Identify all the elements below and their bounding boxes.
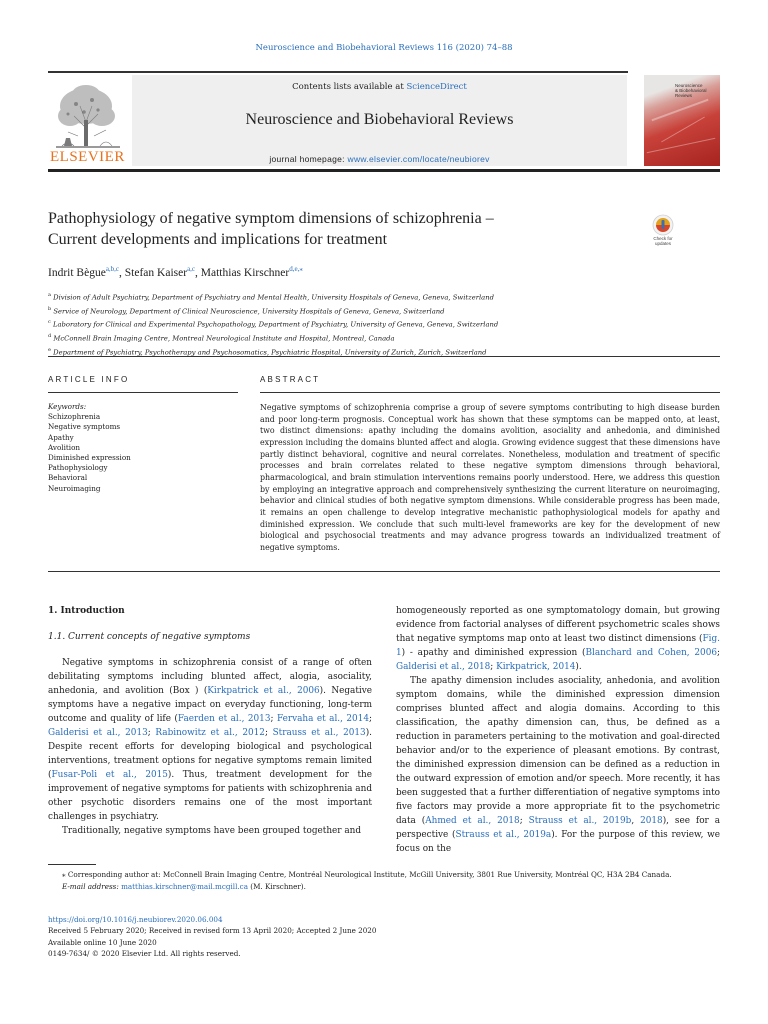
body-text: ; <box>264 728 273 738</box>
footnotes <box>48 869 720 893</box>
article-history <box>48 914 548 960</box>
section-heading: 1. Introduction <box>48 606 125 616</box>
abstract-rule <box>260 392 720 393</box>
keyword: Apathy <box>48 432 74 442</box>
cover-title-line: Neuroscience <box>675 83 703 88</box>
body-text: homogeneously reported as one symptomatology domain, but growing evidence from factorial analyses of different psychometric scales shows that negative symptoms map onto at least two distinct dimensions ( <box>396 606 720 644</box>
citation-link[interactable]: Fig. 1 <box>396 634 720 658</box>
body-text: ; <box>716 648 720 658</box>
check-for-updates-badge[interactable] <box>646 214 680 250</box>
email-link[interactable]: matthias.kirschner@mail.mcgill.ca <box>121 882 248 891</box>
body-text: ). Thus, treatment development for the improvement of negative symptoms for patients with schizophrenia and other psychotic disorders remains one of the most important challenges in psychiatry. <box>48 770 373 822</box>
body-text: ), see for a perspective ( <box>396 816 721 840</box>
citation-link[interactable]: Strauss et al., 2019a <box>455 830 552 840</box>
paper-title-line-2: Current developments and implications for treatment <box>48 231 388 248</box>
contents-line <box>132 82 627 92</box>
citation-link[interactable]: Galderisi et al., 2018 <box>396 662 491 672</box>
homepage-prefix: journal homepage: <box>269 154 348 164</box>
paper-title <box>48 208 608 250</box>
body-paragraph <box>396 674 720 856</box>
spacer <box>48 644 372 656</box>
keyword: Avolition <box>48 442 81 452</box>
cover-title-line: Reviews <box>675 93 693 98</box>
citation-link[interactable]: Fervaha et al., 2014 <box>276 714 369 724</box>
body-text: ; <box>490 662 497 672</box>
body-text: ; <box>147 728 156 738</box>
contents-prefix: Contents lists available at <box>292 82 407 92</box>
email-label: E-mail address: <box>62 882 122 891</box>
citation-link[interactable]: Kirkpatrick, 2014 <box>496 662 576 672</box>
body-text: ). For the purpose of this review, we focus on the <box>396 830 721 854</box>
journal-reference[interactable]: Neuroscience and Biobehavioral Reviews 116 (2020) 74–88 <box>255 43 513 53</box>
section-divider <box>48 571 720 572</box>
affiliation-key: c <box>48 319 51 326</box>
email-note <box>48 881 720 893</box>
citation-link[interactable]: Rabinowitz et al., 2012 <box>155 728 265 738</box>
affiliation-text: Service of Neurology, Department of Clinical Neuroscience, University Hospitals of Geneva, Geneva, Switzerland <box>53 306 445 315</box>
paper-title-line-1: Pathophysiology of negative symptom dimensions of schizophrenia – <box>48 210 494 227</box>
subsection-heading: 1.1. Current concepts of negative symptoms <box>48 632 251 642</box>
body-column-right <box>396 604 720 856</box>
affiliation-key: e <box>48 346 51 353</box>
affiliation-key: a <box>48 292 51 298</box>
body-text: The apathy dimension includes asociality, anhedonia, and avolition symptom domains, while the diminished expression dimension comprises blunted affect and alogia domains. According to this classification, the apathy dimension can, thus, be defined as a reduction in parameters pertaining to the motivation and goal-directed behavior and/or to the experience of pleasant emotions. By contrast, the diminished expression dimension can be defined as a reduction in the outward expression of emotion and/or speech. More recently, it has been suggested that a further differentiation of negative symptoms into five factors may provide a more appropriate fit to the psychometric data ( <box>396 676 720 826</box>
keyword: Diminished expression <box>48 453 131 463</box>
body-text: Negative symptoms in schizophrenia consist of a range of often debilitating symptoms including blunted affect, alogia, asociality, anhedonia, and avolition (Box ) ( <box>48 658 372 696</box>
cover-streak <box>647 138 716 154</box>
citation-link[interactable]: 2018 <box>640 816 663 826</box>
spacer <box>48 618 372 630</box>
body-text: ). Negative symptoms have a negative impact on everyday functioning, long-term outcome and quality of life ( <box>48 686 372 724</box>
cover-title-line: & Biobehavioral <box>675 88 707 93</box>
author-affiliation-marks[interactable]: d,e, <box>289 265 300 273</box>
body-text: ) - apathy and diminished expression ( <box>401 648 586 658</box>
header-top-rule <box>48 71 628 73</box>
check-badge-line: Check for <box>653 236 673 241</box>
affiliation-item <box>48 290 688 304</box>
check-badge-label <box>646 236 680 246</box>
author-name[interactable]: Indrit Bègue <box>48 266 106 279</box>
body-paragraph <box>396 604 720 674</box>
header-bottom-rule <box>48 169 720 172</box>
header-band <box>132 75 627 166</box>
email-suffix: (M. Kirschner). <box>247 882 306 891</box>
online-date: Available online 10 June 2020 <box>48 937 157 947</box>
affiliation-text: McConnell Brain Imaging Centre, Montreal Neurological Institute and Hospital, Montreal, Canada <box>53 334 395 343</box>
affiliation-item <box>48 304 688 318</box>
body-text: ; <box>519 816 529 826</box>
homepage-line <box>132 154 627 164</box>
check-badge-line: updates <box>654 241 671 246</box>
citation-link[interactable]: Strauss et al., 2013 <box>272 728 366 738</box>
sciencedirect-link[interactable]: ScienceDirect <box>406 82 467 92</box>
cover-title <box>675 83 707 98</box>
affiliation-text: Laboratory for Clinical and Experimental Psychopathology, Department of Psychiatry, University of Geneva, Geneva, Switzerland <box>52 320 499 329</box>
citation-link[interactable]: Blanchard and Cohen, 2006 <box>585 648 717 658</box>
elsevier-wordmark: ELSEVIER <box>50 149 125 165</box>
received-dates: Received 5 February 2020; Received in revised form 13 April 2020; Accepted 2 June 2020 <box>48 926 377 936</box>
copyright: 0149-7634/ © 2020 Elsevier Ltd. All rights reserved. <box>48 949 241 959</box>
keywords-list <box>48 402 238 494</box>
author-list <box>48 265 303 279</box>
citation-link[interactable]: Strauss et al., 2019b <box>528 816 632 826</box>
corresponding-author-mark[interactable]: ⁎ <box>299 265 303 273</box>
body-text: ; <box>270 714 277 724</box>
body-column-left <box>48 604 372 838</box>
abstract-text: Negative symptoms of schizophrenia comprise a group of severe symptoms contributing to high disease burden and poor long-term prognosis. Conceptual work has shown that these symptoms can be mapped onto, at least, two distinct dimensions: apathy including the domains avolition, asociality and anhedonia, and diminished expression including the domains blunted affect and alogia. Growing evidence suggest that these dimensions have partly distinct behavioral, cognitive and neural correlates. Nonetheless, modulation and treatment of specific processes and brain correlates related to these negative symptom dimensions through behavioral, pharmacological, and brain stimulation interventions remains poorly understood. Here, we address this question by employing an integrative approach and comprehensively synthesizing the current literature on neuroimaging, behavior and clinical studies of both negative symptom dimensions. While considerable progress has been made, it remains an open challenge to develop integrative mechanistic pathophysiological models for apathy and diminished expression. We conclude that such multi-level frameworks are key for the development of new biological and psychosocial treatments and may advance progress towards an individualized treatment of negative symptoms. <box>260 403 720 552</box>
article-info-rule <box>48 392 238 393</box>
author-name[interactable]: Stefan Kaiser <box>124 266 188 279</box>
abstract-heading: ABSTRACT <box>260 375 321 384</box>
body-text: ). <box>575 662 582 672</box>
citation-link[interactable]: Kirkpatrick et al., 2006 <box>207 686 320 696</box>
keyword: Schizophrenia <box>48 412 101 422</box>
citation-link[interactable]: Galderisi et al., 2013 <box>48 728 148 738</box>
affiliation-item <box>48 331 688 345</box>
affiliation-text: Department of Psychiatry, Psychotherapy and Psychosomatics, Psychiatric Hospital, University of Zurich, Zurich, Switzerland <box>53 347 487 356</box>
citation-link[interactable]: Fusar-Poli et al., 2015 <box>51 770 168 780</box>
citation-link[interactable]: Ahmed et al., 2018 <box>425 816 520 826</box>
keyword: Behavioral <box>48 473 88 483</box>
body-text: , <box>631 816 641 826</box>
cover-streak <box>661 117 705 143</box>
author-affiliation-marks[interactable]: a,b,c <box>105 265 120 273</box>
affiliation-key: b <box>48 305 52 312</box>
section-divider <box>48 356 720 357</box>
affiliation-list <box>48 290 688 358</box>
doi-link[interactable]: https://doi.org/10.1016/j.neubiorev.2020.06.004 <box>48 915 223 924</box>
keywords-label: Keywords: <box>48 402 87 411</box>
body-text: ; <box>369 714 372 724</box>
corresponding-author-note: ⁎ Corresponding author at: McConnell Brain Imaging Centre, Montréal Neurological Institute, McGill University, 3801 Rue University, Montréal QC, H3A 2B4 Canada. <box>62 870 672 879</box>
keyword: Neuroimaging <box>48 483 101 493</box>
body-paragraph <box>48 656 372 824</box>
journal-cover-thumbnail[interactable] <box>644 75 720 166</box>
citation-link[interactable]: Faerden et al., 2013 <box>177 714 271 724</box>
body-paragraph: Traditionally, negative symptoms have been grouped together and <box>62 826 362 836</box>
footnote-rule <box>48 864 96 865</box>
journal-homepage-link[interactable]: www.elsevier.com/locate/neubiorev <box>347 154 490 164</box>
keyword: Negative symptoms <box>48 422 121 432</box>
author-separator: , <box>119 266 125 279</box>
author-name[interactable]: Matthias Kirschner <box>200 266 290 279</box>
author-separator: , <box>195 266 201 279</box>
affiliation-item <box>48 317 688 331</box>
keyword: Pathophysiology <box>48 463 108 473</box>
journal-header <box>48 71 720 171</box>
affiliation-text: Division of Adult Psychiatry, Department of Psychiatry and Mental Health, University Hospitals of Geneva, Geneva, Switzerland <box>53 293 494 302</box>
body-text: ). Despite recent efforts for developing biological and psychological interventions, treatment options for negative symptoms remain limited ( <box>48 728 372 780</box>
check-for-updates-icon <box>646 214 680 236</box>
author-affiliation-marks[interactable]: a,c <box>187 265 196 273</box>
affiliation-key: d <box>48 333 52 340</box>
journal-title: Neuroscience and Biobehavioral Reviews <box>245 111 514 128</box>
article-info-heading: ARTICLE INFO <box>48 375 130 384</box>
